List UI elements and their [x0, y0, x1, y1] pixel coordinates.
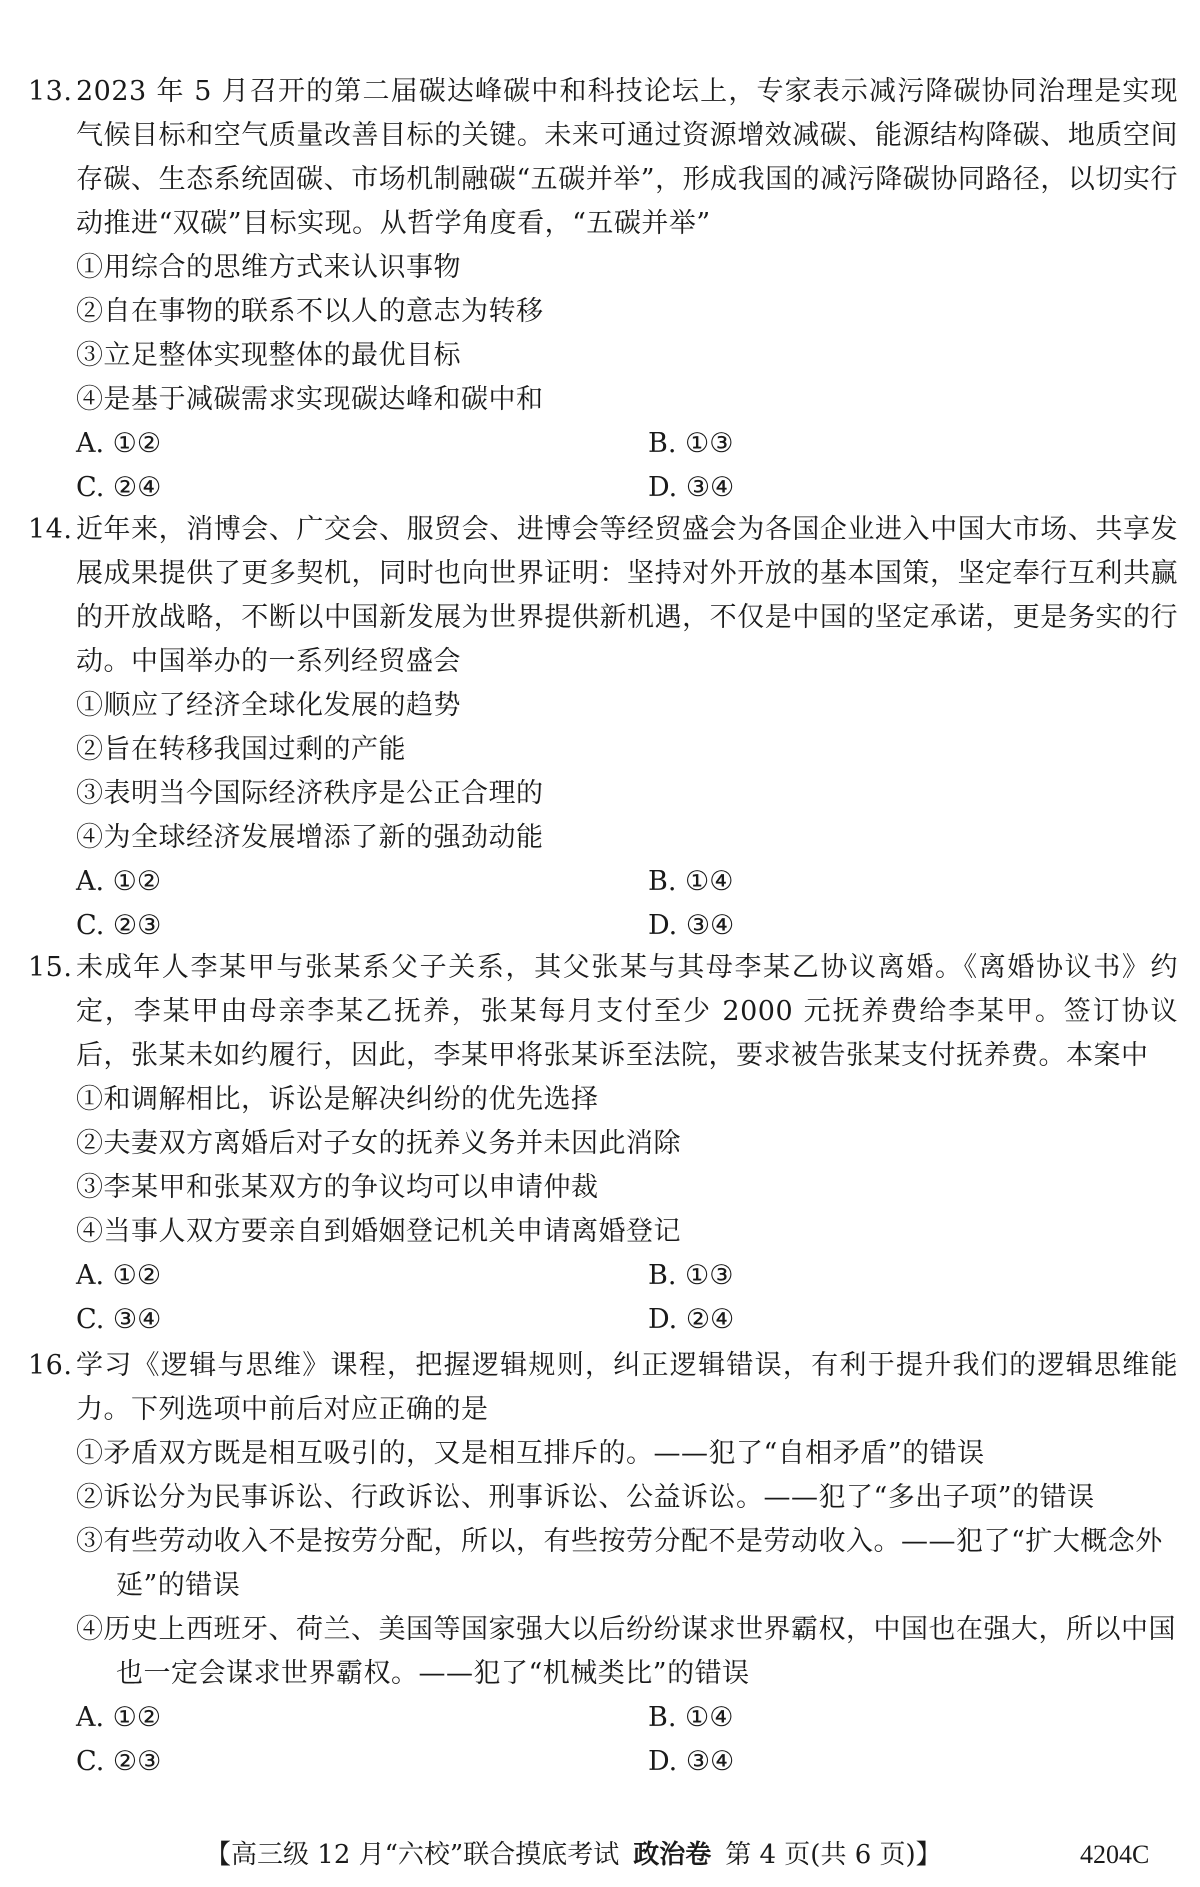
- choice-a[interactable]: A. ①②: [76, 866, 162, 897]
- statement-3: ③有些劳动收入不是按劳分配，所以，有些按劳分配不是劳动收入。——犯了“扩大概念外延”的错误: [76, 1526, 1163, 1601]
- statement-4: ④为全球经济发展增添了新的强劲动能: [76, 822, 544, 853]
- statement-1: ①顺应了经济全球化发展的趋势: [76, 690, 461, 721]
- question-stem: [28, 70, 1178, 246]
- choice-a[interactable]: A. ①②: [76, 1702, 162, 1733]
- question-14: [28, 508, 1178, 948]
- footer-open-bracket: 【: [205, 1840, 232, 1870]
- statement-1: ①和调解相比，诉讼是解决纠纷的优先选择: [76, 1084, 599, 1115]
- question-number: 16.: [28, 1350, 73, 1381]
- footer-page-number: 第 4 页(共 6 页): [725, 1840, 916, 1870]
- page-footer: [0, 1835, 1200, 1875]
- statement-1: ①用综合的思维方式来认识事物: [76, 252, 461, 283]
- statement-1: ①矛盾双方既是相互吸引的，又是相互排斥的。——犯了“自相矛盾”的错误: [76, 1438, 985, 1469]
- choice-d[interactable]: D. ③④: [648, 910, 735, 941]
- question-15: [28, 946, 1178, 1342]
- choice-c[interactable]: C. ②③: [76, 1746, 162, 1777]
- choice-a[interactable]: A. ①②: [76, 1260, 162, 1291]
- question-number: 14.: [28, 514, 73, 545]
- choice-b[interactable]: B. ①③: [648, 1260, 734, 1291]
- statement-3: ③表明当今国际经济秩序是公正合理的: [76, 778, 544, 809]
- statement-2: ②诉讼分为民事诉讼、行政诉讼、刑事诉讼、公益诉讼。——犯了“多出子项”的错误: [76, 1482, 1095, 1513]
- choice-c[interactable]: C. ③④: [76, 1304, 162, 1335]
- question-text: 未成年人李某甲与张某系父子关系，其父张某与其母李某乙协议离婚。《离婚协议书》约定，李某甲由母亲李某乙抚养，张某每月支付至少 2000 元抚养费给李某甲。签订协议后，张某未如约履行，因此，李某甲将张某诉至法院，要求被告张某支付抚养费。本案中: [76, 952, 1178, 1071]
- question-text: 学习《逻辑与思维》课程，把握逻辑规则，纠正逻辑错误，有利于提升我们的逻辑思维能力。下列选项中前后对应正确的是: [76, 1350, 1178, 1425]
- choice-a[interactable]: A. ①②: [76, 428, 162, 459]
- choice-b[interactable]: B. ①④: [648, 1702, 734, 1733]
- statement-3: ③李某甲和张某双方的争议均可以申请仲裁: [76, 1172, 599, 1203]
- footer-paper-code: 4204C: [1080, 1840, 1150, 1869]
- choice-c[interactable]: C. ②③: [76, 910, 162, 941]
- footer-subject: 政治卷: [633, 1840, 712, 1870]
- statement-4: ④历史上西班牙、荷兰、美国等国家强大以后纷纷谋求世界霸权，中国也在强大，所以中国也一定会谋求世界霸权。——犯了“机械类比”的错误: [76, 1614, 1176, 1689]
- statement-3: ③立足整体实现整体的最优目标: [76, 340, 461, 371]
- answer-choices: [28, 422, 1178, 510]
- answer-choices: [28, 860, 1178, 948]
- question-stem: [28, 508, 1178, 684]
- choice-c[interactable]: C. ②④: [76, 472, 162, 503]
- statement-2: ②夫妻双方离婚后对子女的抚养义务并未因此消除: [76, 1128, 681, 1159]
- statement-2: ②旨在转移我国过剩的产能: [76, 734, 406, 765]
- footer-exam-title: 高三级 12 月“六校”联合摸底考试: [231, 1840, 620, 1870]
- footer-close-bracket: 】: [915, 1840, 942, 1870]
- choice-b[interactable]: B. ①③: [648, 428, 734, 459]
- question-stem: [28, 1344, 1178, 1432]
- question-number: 15.: [28, 952, 73, 983]
- choice-d[interactable]: D. ③④: [648, 472, 735, 503]
- question-13: [28, 70, 1178, 510]
- choice-b[interactable]: B. ①④: [648, 866, 734, 897]
- answer-choices: [28, 1254, 1178, 1342]
- question-stem: [28, 946, 1178, 1078]
- choice-d[interactable]: D. ②④: [648, 1304, 735, 1335]
- statement-4: ④当事人双方要亲自到婚姻登记机关申请离婚登记: [76, 1216, 681, 1247]
- statement-2: ②自在事物的联系不以人的意志为转移: [76, 296, 544, 327]
- question-text: 近年来，消博会、广交会、服贸会、进博会等经贸盛会为各国企业进入中国大市场、共享发展成果提供了更多契机，同时也向世界证明：坚持对外开放的基本国策，坚定奉行互利共赢的开放战略，不断以中国新发展为世界提供新机遇，不仅是中国的坚定承诺，更是务实的行动。中国举办的一系列经贸盛会: [76, 514, 1178, 677]
- question-text: 2023 年 5 月召开的第二届碳达峰碳中和科技论坛上，专家表示减污降碳协同治理是实现气候目标和空气质量改善目标的关键。未来可通过资源增效减碳、能源结构降碳、地质空间存碳、生态系统固碳、市场机制融碳“五碳并举”，形成我国的减污降碳协同路径，以切实行动推进“双碳”目标实现。从哲学角度看，“五碳并举”: [76, 76, 1178, 239]
- question-16: [28, 1344, 1178, 1784]
- footer-exam-info: [205, 1835, 942, 1875]
- question-number: 13.: [28, 76, 73, 107]
- choice-d[interactable]: D. ③④: [648, 1746, 735, 1777]
- statement-4: ④是基于减碳需求实现碳达峰和碳中和: [76, 384, 544, 415]
- answer-choices: [28, 1696, 1178, 1784]
